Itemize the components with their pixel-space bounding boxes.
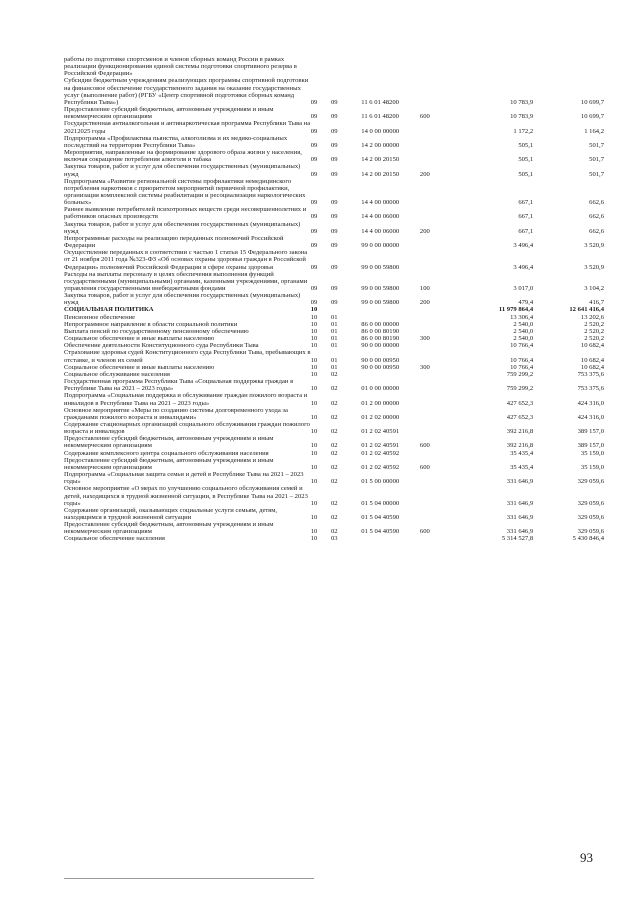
target-article-code: 99 0 00 59800 (361, 299, 400, 307)
amount-year-1: 10 766,4 (510, 356, 534, 364)
target-article-code: 01 2 02 40591 (361, 428, 400, 436)
section-code: 10 (310, 442, 318, 450)
target-article-code: 11 6 01 48200 (361, 113, 399, 121)
item-name: Государственная антиалкогольная и антинаркотическая программа Республики Тыва на 20212025 годы (64, 120, 311, 135)
table-row (64, 342, 604, 349)
section-code: 10 (310, 535, 318, 543)
amount-year-2: 329 059,6 (577, 499, 604, 507)
amount-year-2: 424 316,0 (577, 399, 604, 407)
section-code: 10 (310, 356, 318, 364)
table-row (64, 149, 604, 163)
subsection-code: 02 (330, 442, 338, 450)
item-name: работы по подготовке спортсменов и членов сборных команд России в рамках реализации функционирования единой системы подготовки спортивного резерва в Российской Федерации» (64, 56, 297, 78)
expense-type-code (420, 378, 452, 392)
amount-year-1: 667,1 (518, 213, 534, 221)
expense-type-code (420, 306, 452, 313)
expense-type-code (420, 77, 452, 106)
budget-table (64, 56, 604, 543)
table-row (64, 421, 604, 435)
subsection-code: 02 (330, 478, 338, 486)
target-article-code (361, 306, 420, 313)
subsection-code: 09 (330, 285, 338, 292)
amount-year-2: 35 159,0 (580, 463, 604, 471)
target-article-code: 90 0 00 00000 (361, 342, 400, 350)
section-code (311, 56, 331, 77)
subsection-code: 01 (330, 313, 338, 321)
subsection-code: 02 (330, 514, 338, 521)
section-code: 10 (310, 413, 318, 421)
amount-year-2: 3 520,9 (584, 242, 604, 250)
amount-year-2: 753 375,6 (577, 385, 604, 393)
item-name: Непрограммные расходы на реализацию переданных полномочий Российской Федерации (64, 234, 284, 250)
amount-year-1: 392 216,8 (506, 428, 534, 436)
item-name: Содержание организаций, оказывающих социальные услуги семьям, детям, находящимся в трудной жизненной ситуации (64, 506, 278, 521)
expense-type-code (420, 235, 452, 249)
amount-year-1: 11 979 864,4 (498, 306, 534, 314)
item-name: Непрограммное направление в области социальной политики (64, 320, 238, 328)
target-article-code (361, 56, 420, 77)
expense-type-code (420, 321, 452, 328)
amount-year-2: 5 430 846,4 (572, 535, 604, 543)
amount-year-1: 331 646,9 (506, 478, 534, 486)
expense-type-code (420, 178, 452, 207)
target-article-code: 01 5 04 00000 (361, 499, 400, 507)
target-article-code: 01 5 00 00000 (361, 478, 400, 486)
amount-year-1: 3 017,0 (513, 285, 534, 292)
section-code: 10 (310, 370, 318, 378)
expense-type-code: 100 (419, 285, 430, 292)
item-name: Основное мероприятие «О мерах по улучшению социального обслуживания семей и детей, находящихся в трудной жизненной ситуации, в Республике Тыва на 2021 – 2023 годы» (64, 485, 308, 507)
table-row (64, 235, 604, 249)
target-article-code: 14 4 00 00000 (361, 199, 400, 207)
item-name: Социальное обслуживание населения (64, 370, 170, 378)
table-row (64, 471, 604, 485)
table-row (64, 135, 604, 149)
expense-type-code (420, 135, 452, 149)
expense-type-code (420, 120, 452, 134)
expense-type-code (420, 349, 452, 363)
subsection-code: 09 (330, 299, 338, 307)
section-code: 10 (310, 306, 318, 314)
amount-year-1: 667,1 (518, 227, 534, 235)
amount-year-2: 662,6 (589, 227, 604, 235)
table-row (64, 271, 604, 292)
target-article-code: 01 2 02 00000 (361, 413, 400, 421)
amount-year-2: 389 157,0 (577, 428, 604, 436)
target-article-code: 01 2 02 40592 (361, 463, 400, 471)
expense-type-code: 300 (419, 335, 430, 343)
item-name: Предоставление субсидий бюджетным, автономным учреждениям и иным некоммерческим организациям (64, 521, 274, 536)
section-code: 10 (310, 320, 318, 328)
section-code: 10 (310, 342, 318, 350)
amount-year-1 (452, 56, 533, 77)
section-code: 10 (310, 335, 318, 343)
item-name: Основное мероприятие «Меры по созданию системы долговременного ухода за гражданами пожилого возраста и инвалидами» (64, 406, 288, 421)
subsection-code: 02 (330, 428, 338, 436)
table-row (64, 507, 604, 521)
amount-year-1: 427 652,3 (506, 399, 534, 407)
item-name: Выплата пенсий по государственному пенсионному обеспечению (64, 327, 249, 335)
target-article-code: 14 2 00 00000 (361, 141, 400, 149)
table-row (64, 349, 604, 363)
subsection-code: 09 (330, 156, 338, 164)
amount-year-1: 2 540,0 (513, 327, 534, 335)
amount-year-1: 331 646,9 (506, 499, 534, 507)
amount-year-1: 10 783,9 (510, 113, 534, 121)
amount-year-2: 753 375,6 (577, 370, 604, 378)
section-code: 09 (310, 213, 318, 221)
table-row (64, 178, 604, 207)
subsection-code (331, 56, 361, 77)
expense-type-code (420, 485, 452, 506)
amount-year-1: 1 172,2 (513, 127, 534, 135)
amount-year-1: 505,1 (518, 156, 534, 164)
table-row (64, 306, 604, 313)
target-article-code: 14 2 00 20150 (361, 156, 400, 164)
target-article-code: 11 6 01 48200 (361, 98, 399, 106)
item-name: Социальное обеспечение и иные выплаты населению (64, 363, 215, 371)
subsection-code: 02 (330, 449, 338, 457)
amount-year-2: 35 159,0 (580, 449, 604, 457)
item-name: Государственная программа Республики Тыва «Социальная поддержка граждан в Республике Тыва на 2021 – 2023 годы» (64, 378, 294, 393)
expense-type-code (420, 421, 452, 435)
subsection-code: 01 (330, 356, 338, 364)
table-row (64, 221, 604, 235)
expense-type-code (420, 314, 452, 321)
section-code: 09 (310, 113, 318, 121)
target-article-code: 99 0 00 59800 (361, 263, 400, 271)
expense-type-code (420, 371, 452, 378)
item-name: Осуществление переданных в соответствии с частью 1 статьи 15 Федерального закона от 21 ноября 2011 года №323-ФЗ «Об основах охраны здоровья граждан в Российской Федерации» полномочий Российской Федерации в сфере охраны здоровья (64, 249, 308, 271)
target-article-code: 86 0 00 80190 (361, 327, 400, 335)
table-row (64, 407, 604, 421)
item-name: Подпрограмма «Социальная поддержка и обслуживание граждан пожилого возраста и инвалидов в Республике Тыва на 2021 – 2023 годы» (64, 392, 308, 407)
item-name: Предоставление субсидий бюджетным, автономным учреждениям и иным некоммерческим организациям (64, 435, 274, 450)
subsection-code: 09 (330, 113, 338, 121)
target-article-code: 86 0 00 80190 (361, 335, 400, 343)
target-article-code (361, 314, 420, 321)
subsection-code: 09 (330, 213, 338, 221)
item-name: Страхование здоровья судей Конституционного суда Республики Тыва, пребывающих в отставке, и членов их семей (64, 349, 311, 364)
subsection-code: 02 (330, 370, 338, 378)
item-name: Расходы на выплаты персоналу в целях обеспечения выполнения функций государственными (муниципальными) органами, казенными учреждениями, органами управления государственными внебюджетными фондами (64, 270, 308, 292)
section-code: 10 (310, 499, 318, 507)
expense-type-code (420, 206, 452, 220)
expense-type-code (420, 328, 452, 335)
section-code: 09 (310, 98, 318, 106)
amount-year-1: 2 540,0 (513, 335, 534, 343)
table-row (64, 521, 604, 535)
amount-year-2: 10 682,4 (580, 356, 604, 364)
table-row (64, 364, 604, 371)
subsection-code: 02 (330, 385, 338, 393)
table-row (64, 56, 604, 77)
target-article-code: 86 0 00 00000 (361, 320, 400, 328)
section-code: 10 (310, 385, 318, 393)
table-row (64, 292, 604, 306)
expense-type-code: 600 (419, 528, 430, 536)
section-code: 10 (310, 327, 318, 335)
section-code: 09 (310, 227, 318, 235)
section-code: 10 (310, 449, 318, 457)
amount-year-2: 3 520,9 (584, 263, 604, 271)
item-name: Социальное обеспечение населения (64, 535, 165, 543)
item-name: Социальное обеспечение и иные выплаты населению (64, 335, 215, 343)
table-row (64, 206, 604, 220)
amount-year-1: 759 299,2 (506, 370, 534, 378)
subsection-code: 09 (330, 98, 338, 106)
item-name: Подпрограмма «Социальная защита семьи и детей в Республике Тыва на 2021 – 2023 годы» (64, 471, 304, 486)
amount-year-1: 479,4 (518, 299, 534, 307)
section-code: 10 (310, 463, 318, 471)
subsection-code: 02 (330, 528, 338, 536)
section-code: 09 (310, 127, 318, 135)
section-code: 10 (310, 399, 318, 407)
expense-type-code (420, 149, 452, 163)
page-number: 93 (580, 850, 593, 865)
target-article-code: 01 5 04 40590 (361, 528, 400, 536)
amount-year-1: 759 299,2 (506, 385, 534, 393)
subsection-code: 09 (330, 170, 338, 178)
section-code: 09 (310, 170, 318, 178)
item-name: Обеспечение деятельности Конституционного суда Республики Тыва (64, 342, 259, 350)
amount-year-2: 416,7 (589, 299, 604, 307)
budget-table-body (64, 56, 604, 543)
subsection-code: 01 (330, 320, 338, 328)
amount-year-2: 662,6 (589, 199, 604, 207)
target-article-code (361, 371, 420, 378)
table-row (64, 535, 604, 542)
expense-type-code (420, 407, 452, 421)
table-row (64, 450, 604, 457)
table-row (64, 485, 604, 506)
section-code: 10 (310, 478, 318, 486)
section-code: 10 (310, 528, 318, 536)
target-article-code: 01 2 02 40592 (361, 449, 400, 457)
amount-year-2: 10 682,4 (580, 342, 604, 350)
section-code: 10 (310, 363, 318, 371)
expense-type-code (420, 249, 452, 270)
subsection-code: 01 (330, 342, 338, 350)
item-name: СОЦИАЛЬНАЯ ПОЛИТИКА (64, 306, 154, 314)
target-article-code: 01 2 02 40591 (361, 442, 400, 450)
amount-year-1: 667,1 (518, 199, 534, 207)
table-row (64, 392, 604, 406)
amount-year-2: 1 164,2 (584, 127, 604, 135)
amount-year-1: 13 306,4 (510, 313, 534, 321)
item-name: Подпрограмма «Профилактика пьянства, алкоголизма и их медико-социальных последствий на территории Республики Тыва» (64, 134, 288, 149)
item-name: Пенсионное обеспечение (64, 313, 136, 321)
target-article-code (361, 535, 420, 542)
amount-year-2: 501,7 (589, 156, 604, 164)
expense-type-code: 600 (419, 113, 430, 121)
amount-year-2: 10 699,7 (580, 98, 604, 106)
table-row (64, 371, 604, 378)
table-row (64, 335, 604, 342)
table-row (64, 77, 604, 106)
target-article-code: 01 2 00 00000 (361, 399, 400, 407)
subsection-code: 09 (330, 141, 338, 149)
expense-type-code (420, 342, 452, 349)
amount-year-1: 505,1 (518, 141, 534, 149)
amount-year-1: 10 766,4 (510, 342, 534, 350)
item-name: Предоставление субсидий бюджетным, автономным учреждениям и иным некоммерческим организациям (64, 456, 274, 471)
section-code: 09 (310, 156, 318, 164)
subsection-code: 09 (330, 199, 338, 207)
expense-type-code (420, 450, 452, 457)
expense-type-code: 600 (419, 442, 430, 450)
table-row (64, 435, 604, 449)
item-name: Подпрограмма «Развитие региональной системы профилактики немедицинского потребления наркотиков с приоритетом мероприятий первичной профилактики, организация комплексной системы реабилитации и ресоциализации наркологических больных» (64, 177, 306, 207)
amount-year-2: 662,6 (589, 213, 604, 221)
amount-year-2: 501,7 (589, 141, 604, 149)
subsection-code: 01 (330, 363, 338, 371)
item-name: Закупка товаров, работ и услуг для обеспечения государственных (муниципальных) нужд (64, 292, 301, 307)
amount-year-1: 3 496,4 (513, 263, 534, 271)
expense-type-code (420, 507, 452, 521)
amount-year-1: 10 783,9 (510, 98, 534, 106)
item-name: Раннее выявление потребителей психотропных веществ среди несовершеннолетних и работников опасных производств (64, 206, 307, 221)
expense-type-code: 600 (419, 463, 430, 471)
item-name: Предоставление субсидий бюджетным, автономным учреждениям и иным некоммерческим организациям (64, 106, 274, 121)
target-article-code: 90 0 00 00950 (361, 356, 400, 364)
target-article-code: 90 0 00 00950 (361, 363, 400, 371)
amount-year-1: 35 435,4 (510, 449, 534, 457)
expense-type-code: 200 (419, 170, 430, 178)
section-code: 09 (310, 285, 318, 292)
section-code: 09 (310, 141, 318, 149)
expense-type-code: 200 (419, 299, 430, 307)
amount-year-2: 329 059,6 (577, 528, 604, 536)
target-article-code: 14 0 00 00000 (361, 127, 400, 135)
table-row (64, 249, 604, 270)
subsection-code: 02 (330, 499, 338, 507)
amount-year-1: 392 216,8 (506, 442, 534, 450)
amount-year-1: 427 652,3 (506, 413, 534, 421)
expense-type-code: 300 (419, 363, 430, 371)
item-name: Мероприятия, направленные на формирование здорового образа жизни у населения, включая сокращение потребления алкоголя и табака (64, 149, 302, 164)
target-article-code: 14 4 00 06000 (361, 213, 400, 221)
amount-year-1: 331 646,9 (506, 528, 534, 536)
section-code: 09 (310, 263, 318, 271)
amount-year-2: 10 699,7 (580, 113, 604, 121)
item-name: Закупка товаров, работ и услуг для обеспечения государственных (муниципальных) нужд (64, 163, 301, 178)
subsection-code: 02 (330, 463, 338, 471)
amount-year-1: 35 435,4 (510, 463, 534, 471)
amount-year-2: 389 157,0 (577, 442, 604, 450)
subsection-code: 01 (330, 327, 338, 335)
expense-type-code (420, 56, 452, 77)
table-row (64, 321, 604, 328)
item-name: Содержание стационарных организаций социального обслуживания граждан пожилого возраста и инвалидов (64, 420, 310, 436)
subsection-code: 09 (330, 263, 338, 271)
table-row (64, 163, 604, 177)
expense-type-code: 200 (419, 227, 430, 235)
amount-year-2: 3 104,2 (584, 285, 604, 292)
section-code: 09 (310, 299, 318, 307)
footer-divider (64, 878, 314, 879)
expense-type-code (420, 471, 452, 485)
amount-year-2: 2 520,2 (584, 320, 604, 328)
subsection-code: 03 (330, 535, 338, 543)
amount-year-1: 5 314 527,8 (501, 535, 534, 543)
table-row (64, 457, 604, 471)
amount-year-2: 10 682,4 (580, 363, 604, 371)
section-code: 10 (310, 313, 318, 321)
expense-type-code (420, 535, 452, 542)
item-name: Закупка товаров, работ и услуг для обеспечения государственных (муниципальных) нужд (64, 220, 301, 235)
target-article-code: 14 4 00 06000 (361, 227, 400, 235)
target-article-code: 99 0 00 59800 (361, 285, 400, 292)
table-row (64, 314, 604, 321)
subsection-code: 02 (330, 413, 338, 421)
subsection-code (331, 306, 361, 313)
amount-year-2 (533, 56, 604, 77)
amount-year-1: 2 540,0 (513, 320, 534, 328)
amount-year-2: 329 059,6 (577, 478, 604, 486)
section-code: 10 (310, 428, 318, 436)
amount-year-2: 2 520,2 (584, 335, 604, 343)
amount-year-1: 331 646,9 (506, 514, 534, 521)
amount-year-2: 424 316,0 (577, 413, 604, 421)
expense-type-code (420, 392, 452, 406)
section-code: 10 (310, 514, 318, 521)
amount-year-2: 13 202,6 (580, 313, 604, 321)
table-row (64, 328, 604, 335)
subsection-code: 01 (330, 335, 338, 343)
amount-year-2: 2 520,2 (584, 327, 604, 335)
target-article-code: 99 0 00 00000 (361, 242, 400, 250)
target-article-code: 01 5 04 40590 (361, 514, 400, 521)
item-name: Субсидии бюджетным учреждениям реализующих программы спортивной подготовки на финансовое обеспечение государственного задания на оказание государственных услуг (выполнение работ) (РГБУ «Центр спортивной подготовки сборных команд Республики Тыва») (64, 77, 309, 106)
amount-year-2: 501,7 (589, 170, 604, 178)
subsection-code: 09 (330, 242, 338, 250)
amount-year-2: 329 059,6 (577, 514, 604, 521)
item-name: Содержание комплексного центра социального обслуживания населения (64, 449, 269, 457)
table-row (64, 120, 604, 134)
amount-year-1: 505,1 (518, 170, 534, 178)
subsection-code: 02 (330, 399, 338, 407)
target-article-code: 14 2 00 20150 (361, 170, 400, 178)
target-article-code: 01 0 00 00000 (361, 385, 400, 393)
table-row (64, 378, 604, 392)
section-code: 09 (310, 199, 318, 207)
section-code: 09 (310, 242, 318, 250)
subsection-code: 09 (330, 227, 338, 235)
subsection-code: 09 (330, 127, 338, 135)
amount-year-2: 12 641 416,4 (569, 306, 604, 314)
table-row (64, 106, 604, 120)
amount-year-1: 10 766,4 (510, 363, 534, 371)
amount-year-1: 3 496,4 (513, 242, 534, 250)
